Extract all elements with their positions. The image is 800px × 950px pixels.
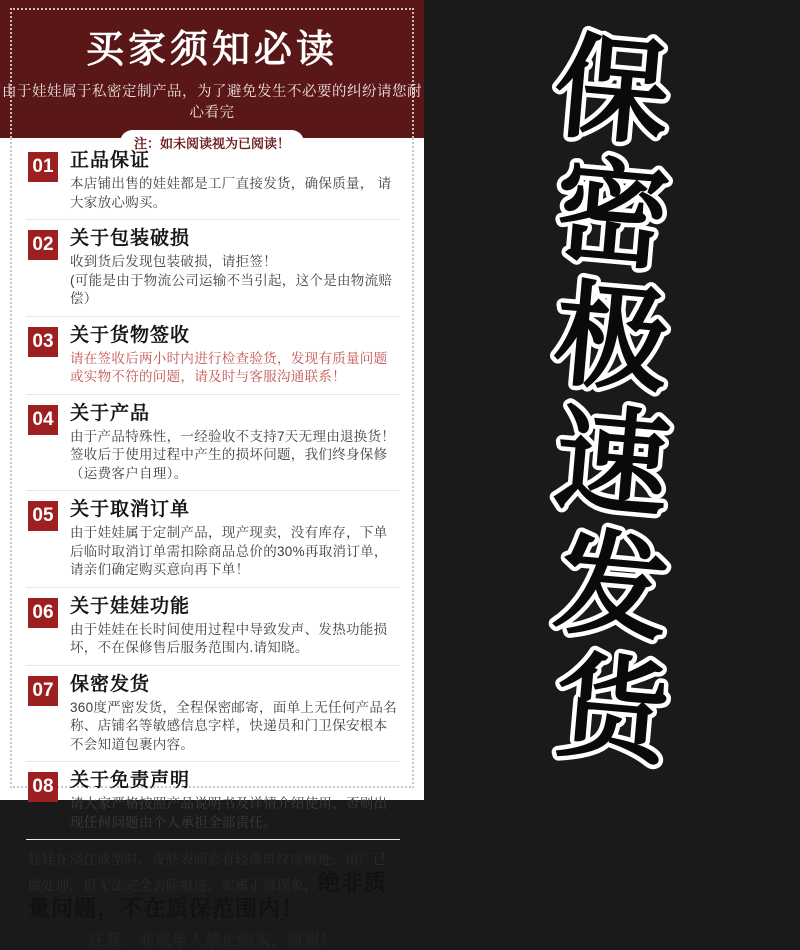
section-body: 本店铺出售的娃娃都是工厂直接发货，确保质量， 请大家放心购买。 [70,176,392,210]
section-package-damage [26,220,400,317]
section-number-badge: 01 [28,152,58,182]
banner-char-mi [532,147,692,284]
section-body-warning: 请在签收后两小时内进行检查验货，发现有质量问题或实物不符的问题，请及时与客服沟通联系！ [70,350,388,384]
banner-char-ji [532,271,692,408]
svg-text:速: 速 [549,395,675,532]
section-number-badge: 03 [28,327,58,357]
section-number-badge: 02 [28,230,58,260]
banner-char-huo [532,643,692,780]
svg-text:发: 发 [549,519,675,656]
section-disclaimer [26,762,400,840]
svg-text:货: 货 [549,643,675,780]
section-title: 关于包装破损 [70,228,191,249]
secrecy-express-shipping-banner [424,0,800,800]
section-title: 正品保证 [70,150,151,171]
section-body: 由于娃娃属于定制产品，现产现卖，没有库存，下单后临时取消订单需扣除商品总价的30%再取消订单，请亲们确定购买意向再下单！ [70,525,388,577]
section-number-badge: 04 [28,405,58,435]
notice-title: 买家须知必读 [85,29,338,71]
section-number-badge: 05 [28,501,58,531]
section-title: 关于产品 [70,402,151,424]
footer-disclaimer [26,840,400,950]
section-discreet-shipping [26,666,400,763]
age-restriction-note: 注意：非成年人禁止购买，谢谢！ [89,932,337,949]
section-authenticity [26,142,400,220]
read-note-pill: 注：如未阅读视为已阅读！ [120,130,304,155]
svg-text:密: 密 [549,147,675,284]
section-doll-functions [26,588,400,666]
banner-char-fa [532,519,692,656]
section-goods-receipt [26,317,400,395]
footer-disclaimer-text [28,848,398,923]
svg-text:极: 极 [549,271,675,408]
section-body: 360度严密发货，全程保密邮寄，面单上无任何产品名称、店铺名等敏感信息字样，快递员和门卫保安根本不会知道包裹内容。 [70,699,398,752]
notice-header [0,0,424,151]
section-order-cancellation [26,491,400,588]
section-title: 关于货物签收 [70,324,191,346]
section-body: 收到货后发现包装破损，请拒签！ [70,254,277,269]
section-title: 关于免责声明 [70,770,191,791]
svg-text:保: 保 [549,23,675,160]
section-number-badge: 06 [28,598,58,628]
banner-char-bao [532,23,692,160]
banner-char-su [532,395,692,532]
notice-subtitle: 由于娃娃属于私密定制产品，为了避免发生不必要的纠纷请您耐心看完 [2,84,422,121]
footer-normal-text: 娃娃在浇注成型时，皮肤表面会有轻微斑纹或痕迹，出厂已做处理，但无法完全去除痕迹、实属正常现象， [28,852,387,893]
section-number-badge: 08 [28,772,58,802]
footer-emphasized-text: 绝非质量问题，不在质保范围内！ [28,870,387,921]
section-body: 由于娃娃在长时间使用过程中导致发声、发热功能损坏，不在保修售后服务范围内.请知晓。 [70,621,388,655]
section-body: 由于产品特殊性，一经验收不支持7天无理由退换货！签收后于使用过程中产生的损坏问题，我们终身保修（运费客户自理）。 [70,428,396,481]
section-title: 关于取消订单 [70,499,191,520]
section-body: 请大家严格按照产品说明书及详情介绍使用，否则出现任何问题由个人承担全部责任。 [70,796,388,830]
section-title: 关于娃娃功能 [70,595,191,617]
section-title: 保密发货 [70,673,151,695]
section-body-line2: (可能是由于物流公司运输不当引起，这个是由物流赔偿） [70,272,393,306]
section-number-badge: 07 [28,676,58,706]
notice-sections [0,138,424,949]
section-product [26,395,400,492]
